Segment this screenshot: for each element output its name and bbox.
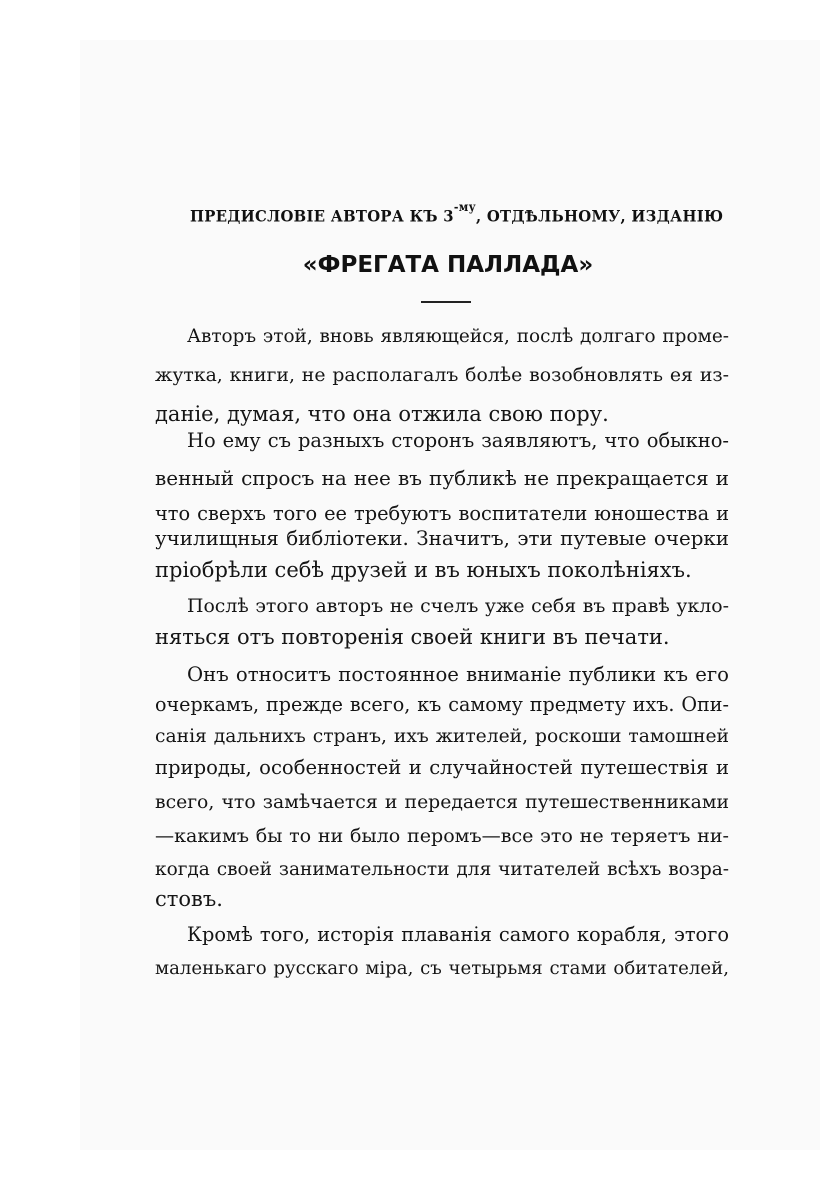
text-line: даніе, думая, что она отжила свою пору.	[155, 402, 609, 426]
text-line: Кромѣ того, исторія плаванія самого корабля, этого	[187, 923, 729, 946]
text-line: маленькаго русскаго міра, съ четырьмя стами обитателей,	[155, 958, 729, 979]
text-line: —какимъ бы то ни было перомъ—все это не теряетъ ни-	[155, 825, 729, 847]
heading-text-end: , ОТДѢЛЬНОМУ, ИЗДАНІЮ	[475, 207, 724, 226]
text-line: стовъ.	[155, 887, 223, 911]
text-line: Онъ относитъ постоянное вниманіе публики къ его	[187, 663, 729, 686]
text-line: Но ему съ разныхъ сторонъ заявляютъ, что обыкно-	[187, 429, 729, 452]
text-line: Авторъ этой, вновь являющейся, послѣ долгаго проме-	[187, 326, 729, 347]
text-line: жутка, книги, не располагалъ болѣе возобновлять ея из-	[155, 365, 729, 386]
text-line: училищныя библіотеки. Значитъ, эти путевые очерки	[155, 527, 729, 550]
text-line: что сверхъ того ее требуютъ воспитатели юношества и	[155, 502, 729, 525]
text-line: когда своей занимательности для читателей всѣхъ возра-	[155, 859, 729, 880]
heading-superscript: -му	[453, 200, 476, 215]
book-title: «ФРЕГАТА ПАЛЛАДА»	[302, 252, 594, 278]
text-line: венный спросъ на нее въ публикѣ не прекращается и	[155, 466, 729, 490]
text-line: всего, что замѣчается и передается путешественниками	[155, 792, 729, 813]
text-line: природы, особенностей и случайностей путешествія и	[155, 756, 729, 779]
title-divider	[421, 301, 471, 303]
text-line: Послѣ этого авторъ не счелъ уже себя въ правѣ укло-	[187, 595, 729, 617]
preface-heading	[190, 200, 724, 226]
text-line: очеркамъ, прежде всего, къ самому предмету ихъ. Опи-	[155, 693, 729, 716]
text-line: няться отъ повторенія своей книги въ печати.	[155, 625, 670, 649]
text-line: санія дальнихъ странъ, ихъ жителей, роскоши тамошней	[155, 726, 729, 747]
heading-text-start: ПРЕДИСЛОВІЕ АВТОРА КЪ 3	[190, 207, 454, 226]
text-line: пріобрѣли себѣ друзей и въ юныхъ поколѣніяхъ.	[155, 558, 692, 582]
